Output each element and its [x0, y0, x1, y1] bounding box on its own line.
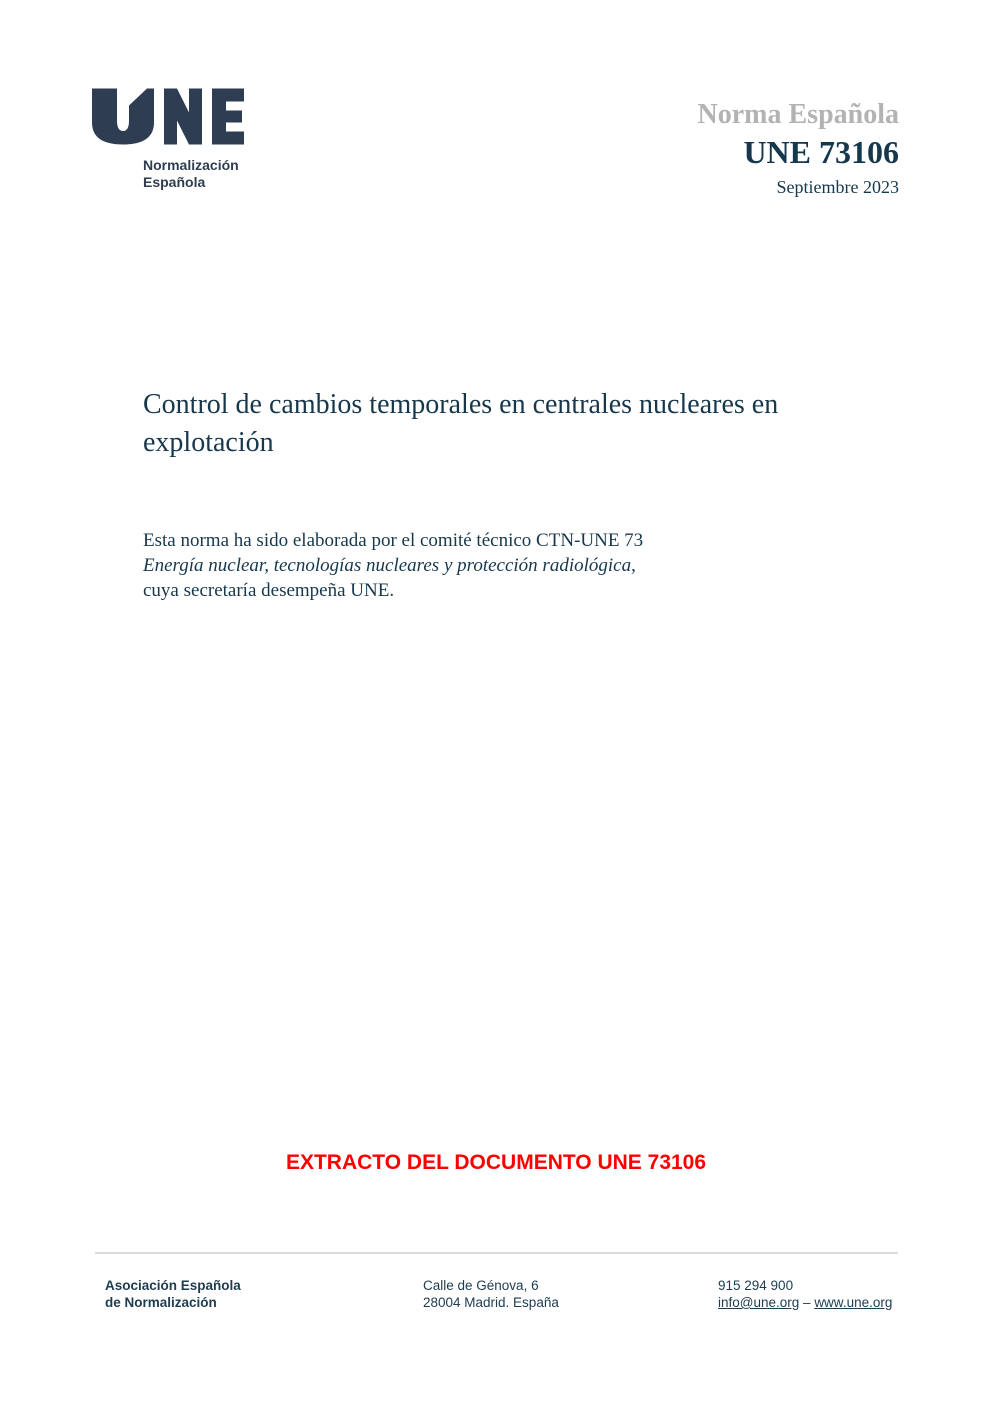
elaboration-note-after: , cuya secretaría desempeña UNE. — [143, 555, 636, 601]
footer-phone: 915 294 900 — [718, 1278, 794, 1293]
header — [698, 99, 899, 199]
header-kicker: Norma Española — [697, 99, 899, 130]
footer-address-line1: Calle de Génova, 6 — [423, 1278, 539, 1293]
document-title: Control de cambios temporales en centrales nucleares en explotación — [143, 389, 779, 458]
standard-code: UNE 73106 — [743, 134, 899, 170]
publication-date: Septiembre 2023 — [776, 177, 899, 197]
website-link[interactable]: www.une.org — [814, 1295, 893, 1310]
footer-link-dash: – — [803, 1295, 811, 1310]
footer-organization-line2: de Normalización — [105, 1295, 217, 1310]
footer-contact — [718, 1277, 892, 1311]
une-logo-icon — [92, 88, 244, 145]
email-link[interactable]: info@une.org — [718, 1295, 800, 1310]
logo-tagline — [143, 157, 239, 191]
une-logo — [92, 88, 244, 190]
logo-tagline-line1: Normalización — [143, 157, 239, 173]
committee-name: Energía nuclear, tecnologías nucleares y protección radiológica — [143, 555, 632, 576]
elaboration-note — [143, 528, 655, 603]
footer-divider — [95, 1252, 898, 1254]
footer-links — [718, 1294, 892, 1311]
elaboration-note-before: Esta norma ha sido elaborada por el comité técnico CTN-UNE 73 — [143, 530, 644, 551]
logo-tagline-line2: Española — [143, 174, 206, 190]
footer-address — [423, 1277, 559, 1311]
extract-notice: EXTRACTO DEL DOCUMENTO UNE 73106 — [285, 1151, 707, 1174]
footer-address-line2: 28004 Madrid. España — [423, 1295, 559, 1310]
footer-organization-line1: Asociación Española — [105, 1278, 241, 1293]
footer-organization — [105, 1277, 241, 1311]
